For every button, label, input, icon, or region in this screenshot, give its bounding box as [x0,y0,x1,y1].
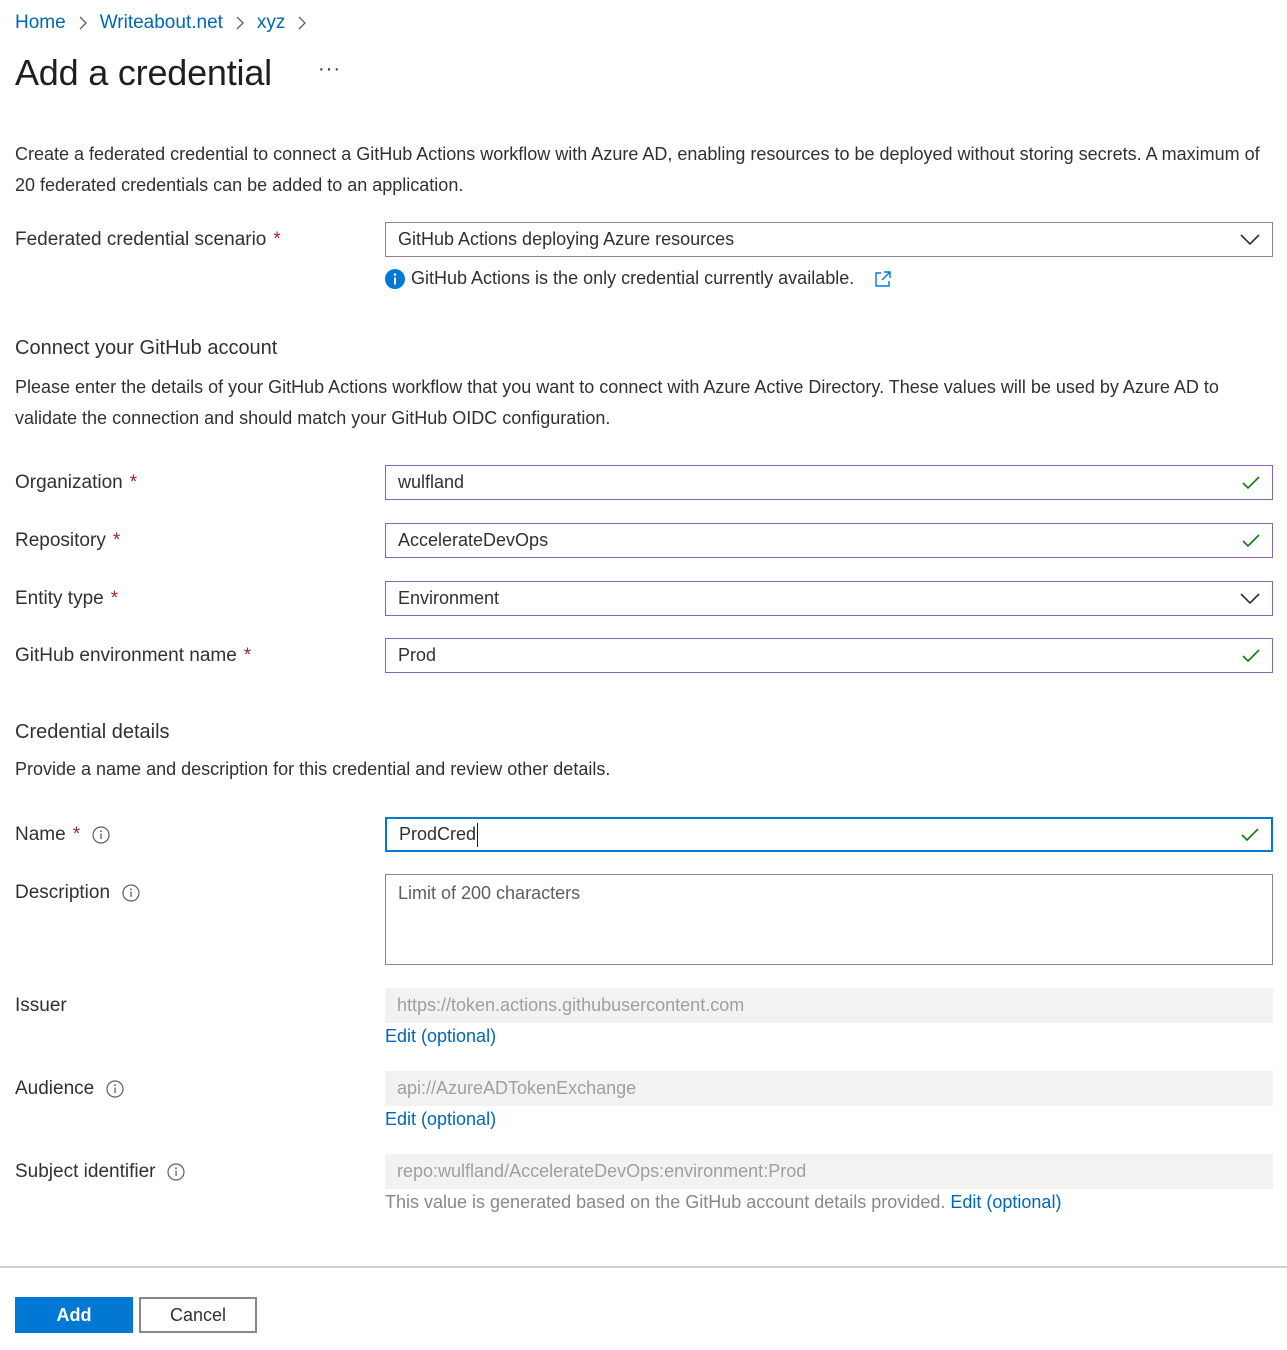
cancel-button[interactable]: Cancel [139,1297,257,1333]
subject-label: Subject identifier [15,1161,185,1183]
footer-divider [0,1266,1287,1268]
scenario-info: GitHub Actions is the only credential currently available. [385,268,892,289]
name-input[interactable]: ProdCred [385,817,1273,852]
subject-input: repo:wulfland/AccelerateDevOps:environment:Prod [385,1154,1273,1189]
chevron-down-icon [1240,234,1260,246]
checkmark-icon [1241,828,1259,842]
audience-input: api://AzureADTokenExchange [385,1071,1273,1106]
info-icon[interactable] [122,884,140,902]
organization-input[interactable]: wulfland [385,465,1273,500]
description-textarea[interactable]: Limit of 200 characters [385,874,1273,965]
subject-hint: This value is generated based on the GitHub account details provided. Edit (optional) [385,1192,1062,1212]
breadcrumb-writeabout[interactable]: Writeabout.net [99,12,223,33]
checkmark-icon [1242,476,1260,490]
chevron-right-icon [78,16,88,30]
github-section-description: Please enter the details of your GitHub Actions workflow that you want to connect with Azure Active Directory. These values will be used by Azure AD to validate the connection and should match your GitHub OIDC configuration. [15,377,1219,428]
github-section-heading: Connect your GitHub account [15,337,278,359]
audience-label: Audience [15,1078,124,1100]
entity-type-dropdown[interactable]: Environment [385,581,1273,616]
description-label: Description [15,882,140,904]
page-title: Add a credential [15,52,272,93]
breadcrumb-home[interactable]: Home [15,12,66,33]
details-section-description: Provide a name and description for this credential and review other details. [15,759,611,779]
info-icon[interactable] [106,1080,124,1098]
subject-edit-link[interactable]: Edit (optional) [950,1192,1062,1212]
more-options-button[interactable]: ··· [318,58,341,80]
info-icon[interactable] [92,826,110,844]
external-link-icon[interactable] [874,270,892,288]
organization-label: Organization * [15,472,138,493]
checkmark-icon [1242,534,1260,548]
breadcrumb-xyz[interactable]: xyz [256,12,286,33]
environment-label: GitHub environment name * [15,645,252,666]
scenario-dropdown[interactable] [385,222,1273,257]
repository-label: Repository * [15,530,121,551]
details-section-heading: Credential details [15,721,170,743]
scenario-label: Federated credential scenario * [15,229,281,250]
repository-input[interactable]: AccelerateDevOps [385,523,1273,558]
entity-type-label: Entity type * [15,588,119,609]
issuer-edit-link[interactable]: Edit (optional) [385,1026,497,1046]
environment-input[interactable]: Prod [385,638,1273,673]
text-cursor [477,823,478,847]
issuer-input: https://token.actions.githubusercontent.com [385,988,1273,1023]
name-label: Name * [15,824,110,846]
chevron-right-icon [235,16,245,30]
info-icon[interactable] [167,1163,185,1181]
checkmark-icon [1242,649,1260,663]
chevron-down-icon [1240,593,1260,605]
scenario-value: GitHub Actions deploying Azure resources [398,229,735,249]
breadcrumb [15,12,319,34]
info-filled-icon [385,269,405,289]
intro-text: Create a federated credential to connect a GitHub Actions workflow with Azure AD, enabling resources to be deployed without storing secrets. A maximum of 20 federated credentials can be added to an application. [15,144,1260,195]
chevron-right-icon [297,16,307,30]
issuer-label: Issuer [15,995,67,1016]
audience-edit-link[interactable]: Edit (optional) [385,1109,497,1129]
add-button[interactable]: Add [15,1297,133,1333]
